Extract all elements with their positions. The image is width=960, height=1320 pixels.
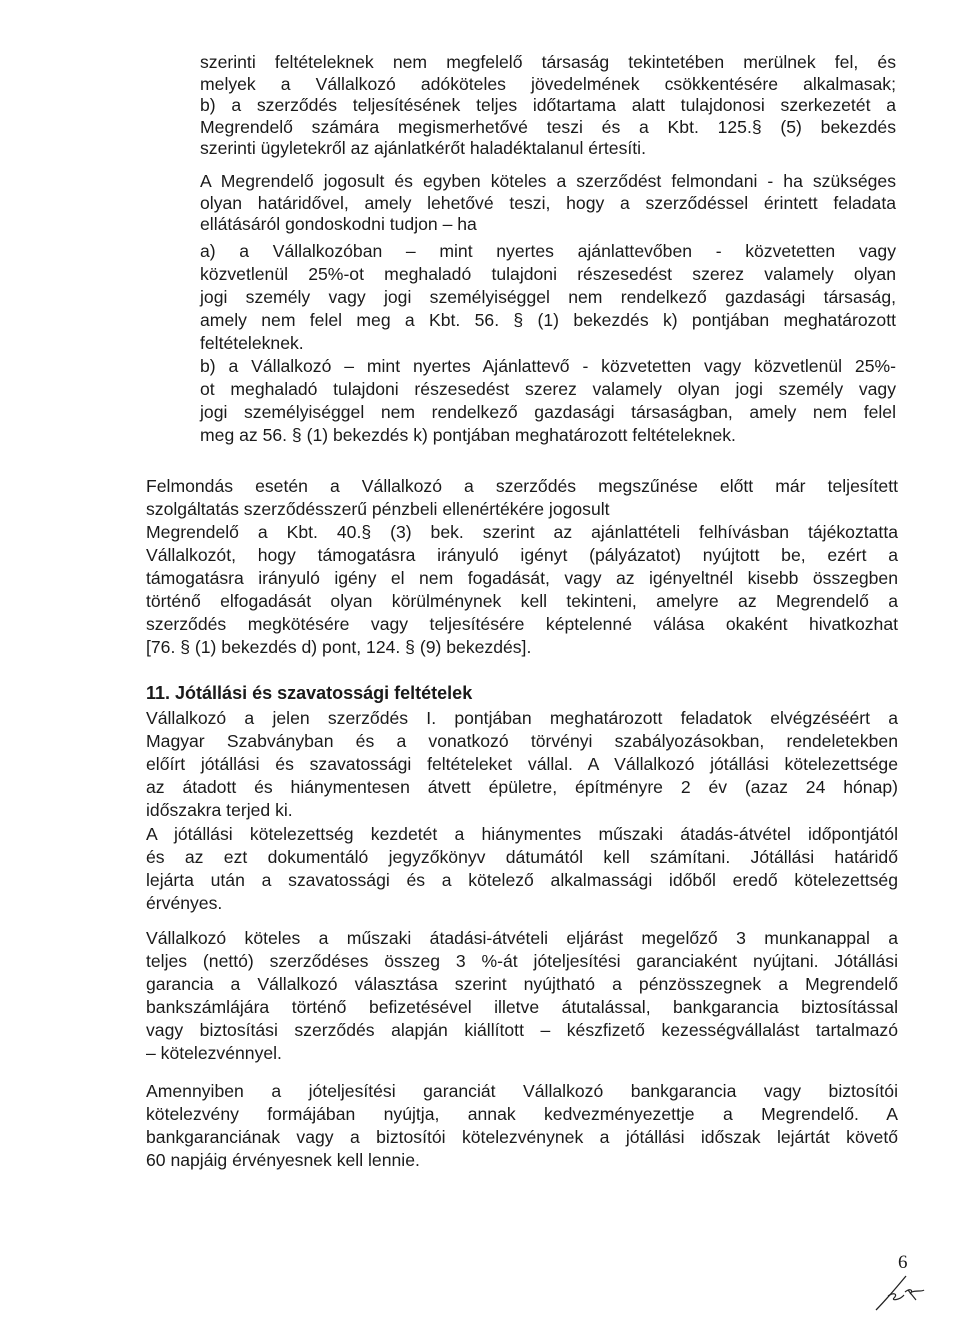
text-line: b) a szerződés teljesítésének teljes időtartama alatt tulajdonosi szerkezetét a: [200, 95, 896, 115]
text-line: – kötelezvénnyel.: [146, 1043, 282, 1063]
text-line: Megrendelő számára megismerhetővé teszi és a Kbt. 125.§ (5) bekezdés: [200, 116, 896, 137]
text-line: szerinti feltételeknek nem megfelelő társaság tekintetében merülnek fel, és: [200, 52, 896, 72]
text-line: garancia a Vállalkozó választása szerint nyújtható a pénzösszegnek a Megrendelő: [146, 974, 898, 994]
section-heading: [146, 683, 472, 704]
text-line: lejárta után a szavatossági és a kötelező alkalmassági időből eredő kötelezettség: [146, 870, 898, 890]
section-number: 11.: [146, 683, 171, 703]
text-line: időszakra terjed ki.: [146, 800, 293, 820]
text-line: A Megrendelő jogosult és egyben köteles a szerződést felmondani - ha szükséges: [200, 171, 896, 191]
text-line: jogi személyiséggel nem rendelkező gazdasági társaságban, amely nem felel: [200, 402, 896, 422]
text-line: Magyar Szabványban és a vonatkozó törvényi szabályozásokban, rendeletekben: [146, 731, 898, 751]
text-line: Vállalkozót, hogy támogatásra irányuló igényt (pályázatot) nyújtott be, ezért a: [146, 545, 898, 565]
text-line: meg az 56. § (1) bekezdés k) pontjában meghatározott feltételeknek.: [200, 425, 736, 445]
item-b: [200, 355, 896, 447]
text-line: a) a Vállalkozóban – mint nyertes ajánlattevőben - közvetetten vagy: [200, 241, 896, 261]
text-line: melyek a Vállalkozó adóköteles jövedelmének csökkentésére alkalmasak;: [200, 73, 896, 94]
text-line: Vállalkozó a jelen szerződés I. pontjában meghatározott feladatok elvégzéséért a: [146, 708, 898, 728]
text-line: teljes (nettó) szerződéses összeg 3 %-át jóteljesítési garanciaként nyújtani. Jótállási: [146, 951, 898, 971]
text-line: vagy biztosítási szerződés alapján kiállított – készfizető kezességvállalást tartalmazó: [146, 1020, 898, 1040]
guarantee-paragraph: [146, 927, 898, 1065]
text-line: Felmondás esetén a Vállalkozó a szerződés megszűnése előtt már teljesített: [146, 476, 898, 496]
section-title: Jótállási és szavatossági feltételek: [175, 683, 473, 703]
text-line: olyan határidővel, amely lehetővé teszi, hogy a szerződéssel érintett feladata: [200, 192, 896, 213]
text-line: ot meghaladó tulajdoni részesedést szerez valamely olyan jogi személy vagy: [200, 379, 896, 399]
text-line: jogi személy vagy jogi személyiséggel nem rendelkező gazdasági társaság,: [200, 287, 896, 307]
warranty-paragraph-1: [146, 707, 898, 822]
termination-paragraph: [200, 171, 896, 236]
text-line: és az ezt dokumentáló jegyzőkönyv dátumától kell számítani. Jótállási határidő: [146, 847, 898, 867]
intro-paragraph: [200, 52, 896, 160]
text-line: szerződés megkötésére vagy teljesítésére képtelenné válása okaként hivatkozhat: [146, 614, 898, 634]
text-line: 60 napjáig érvényesnek kell lennie.: [146, 1150, 420, 1170]
text-line: történő elfogadását olyan körülménynek kell tekinteni, amelyre az Megrendelő a: [146, 591, 898, 611]
text-line: támogatásra irányuló igény el nem fogadását, vagy az igényeltnél kisebb összegben: [146, 568, 898, 588]
text-line: szolgáltatás szerződésszerű pénzbeli ellenértékére jogosult: [146, 499, 610, 519]
text-line: feltételeknek.: [200, 333, 304, 353]
text-line: Megrendelő a Kbt. 40.§ (3) bek. szerint az ajánlattételi felhívásban tájékoztatta: [146, 522, 898, 542]
warranty-paragraph-2: [146, 823, 898, 915]
item-a: [200, 240, 896, 355]
text-line: Amennyiben a jóteljesítési garanciát Vállalkozó bankgarancia vagy biztosítói: [146, 1081, 898, 1101]
text-line: amely nem felel meg a Kbt. 56. § (1) bekezdés k) pontjában meghatározott: [200, 310, 896, 330]
page-number: 6: [898, 1252, 908, 1273]
text-line: bankszámlájára történő befizetésével illetve átutalással, bankgarancia biztosítással: [146, 997, 898, 1017]
text-line: előírt jótállási és szavatossági feltételeket vállal. A Vállalkozó jótállási kötelezettsége: [146, 754, 898, 774]
text-line: A jótállási kötelezettség kezdetét a hiánymentes műszaki átadás-átvétel időpontjától: [146, 824, 898, 844]
text-line: közvetlenül 25%-ot meghaladó tulajdoni részesedést szerez valamely olyan: [200, 264, 896, 284]
text-line: Vállalkozó köteles a műszaki átadási-átvételi eljárást megelőző 3 munkanappal a: [146, 928, 898, 948]
text-line: [76. § (1) bekezdés d) pont, 124. § (9) bekezdés].: [146, 637, 532, 657]
text-line: b) a Vállalkozó – mint nyertes Ajánlattevő - közvetetten vagy közvetlenül 25%-: [200, 356, 896, 376]
termination-consequence-paragraph: [146, 475, 898, 659]
text-line: az átadott és hiánymentesen átvett épületre, építményre 2 év (azaz 24 hónap): [146, 777, 898, 797]
text-line: kötelezvény formájában nyújtja, annak kedvezményezettje a Megrendelő. A: [146, 1104, 898, 1124]
initials-signature: [872, 1270, 928, 1314]
text-line: érvényes.: [146, 893, 223, 913]
text-line: szerinti ügyletekről az ajánlatkérőt haladéktalanul értesíti.: [200, 138, 646, 158]
bank-guarantee-paragraph: [146, 1080, 898, 1172]
text-line: ellátásáról gondoskodni tudjon – ha: [200, 214, 477, 234]
text-line: bankgaranciának vagy a biztosítói kötelezvénynek a jótállási időszak lejártát követő: [146, 1127, 898, 1147]
